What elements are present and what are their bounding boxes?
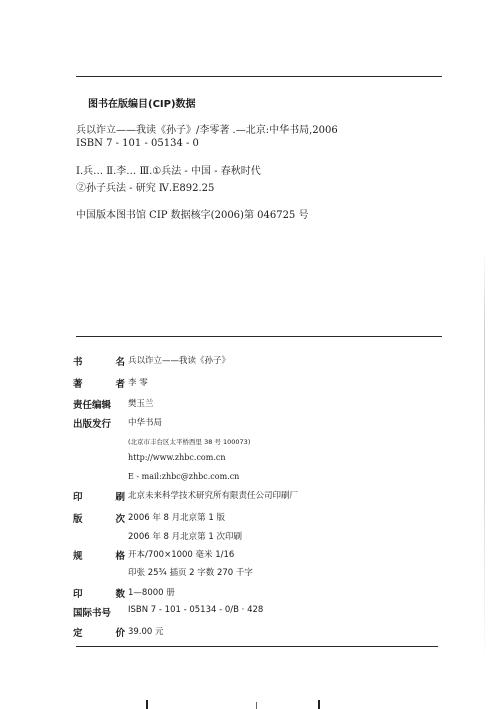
cip-line-5: 中国版本图书馆 CIP 数据核字(2006)第 046725 号 xyxy=(76,210,309,221)
printer-label: 印 刷 xyxy=(73,492,125,503)
publisher-value: 中华书局 xyxy=(128,418,163,428)
print-run-row xyxy=(73,586,453,600)
bottom-rule xyxy=(76,646,438,647)
scan-mark-left xyxy=(146,700,148,709)
scan-edge-line xyxy=(484,250,485,670)
book-title-value: 兵以诈立——我读《孙子》 xyxy=(128,356,231,366)
editor-value: 樊玉兰 xyxy=(128,399,154,409)
isbn-value: ISBN 7 - 101 - 05134 - 0/B · 428 xyxy=(128,605,264,615)
editor-row xyxy=(73,397,453,411)
book-title-row xyxy=(73,354,453,368)
spec-row xyxy=(73,548,453,562)
top-rule xyxy=(76,76,442,77)
spec-label: 规 格 xyxy=(73,551,125,562)
scan-mark-center xyxy=(256,702,257,709)
cip-line-3: Ⅰ.兵… Ⅱ.李… Ⅲ.①兵法 - 中国 - 春秋时代 xyxy=(76,166,261,177)
print-run-label: 印 数 xyxy=(73,589,125,600)
edition-label: 版 次 xyxy=(73,514,125,525)
price-row xyxy=(73,625,453,639)
publisher-email: E - mail:zhbc@zhbc.com.cn xyxy=(128,472,240,481)
middle-rule xyxy=(76,336,442,337)
publisher-address: (北京市丰台区太平桥西里 38 号 100073) xyxy=(128,438,251,446)
print-run-value: 1—8000 册 xyxy=(128,588,175,598)
scan-mark-right xyxy=(318,700,320,709)
cip-line-4: ②孙子兵法 - 研究 Ⅳ.E892.25 xyxy=(76,183,215,194)
price-label: 定 价 xyxy=(73,628,125,639)
edition-row xyxy=(73,511,453,525)
book-title-label: 书 名 xyxy=(73,357,125,368)
cip-line-2: ISBN 7 - 101 - 05134 - 0 xyxy=(76,138,199,149)
author-label: 著 者 xyxy=(73,379,125,390)
editor-label: 责任编辑 xyxy=(73,400,112,411)
cip-title: 图书在版编目(CIP)数据 xyxy=(88,99,196,110)
author-row xyxy=(73,376,453,390)
printing-value: 2006 年 8 月北京第 1 次印刷 xyxy=(128,532,242,542)
printer-row xyxy=(73,489,453,503)
price-value: 39.00 元 xyxy=(128,627,164,637)
author-value: 李 零 xyxy=(128,378,148,388)
spec-detail: 印张 25¾ 插页 2 字数 270 千字 xyxy=(128,568,253,578)
cip-line-1: 兵以诈立——我读《孙子》/李零著 .—北京:中华书局,2006 xyxy=(76,125,338,136)
isbn-row xyxy=(73,605,453,619)
publisher-row xyxy=(73,416,453,430)
publisher-label: 出版发行 xyxy=(73,419,112,430)
spec-value: 开本/700×1000 毫米 1/16 xyxy=(128,550,235,560)
edition-value: 2006 年 8 月北京第 1 版 xyxy=(128,513,225,523)
isbn-label: 国际书号 xyxy=(73,608,112,619)
printer-value: 北京未来科学技术研究所有限责任公司印刷厂 xyxy=(128,491,299,501)
publisher-website: http://www.zhbc.com.cn xyxy=(128,453,226,462)
